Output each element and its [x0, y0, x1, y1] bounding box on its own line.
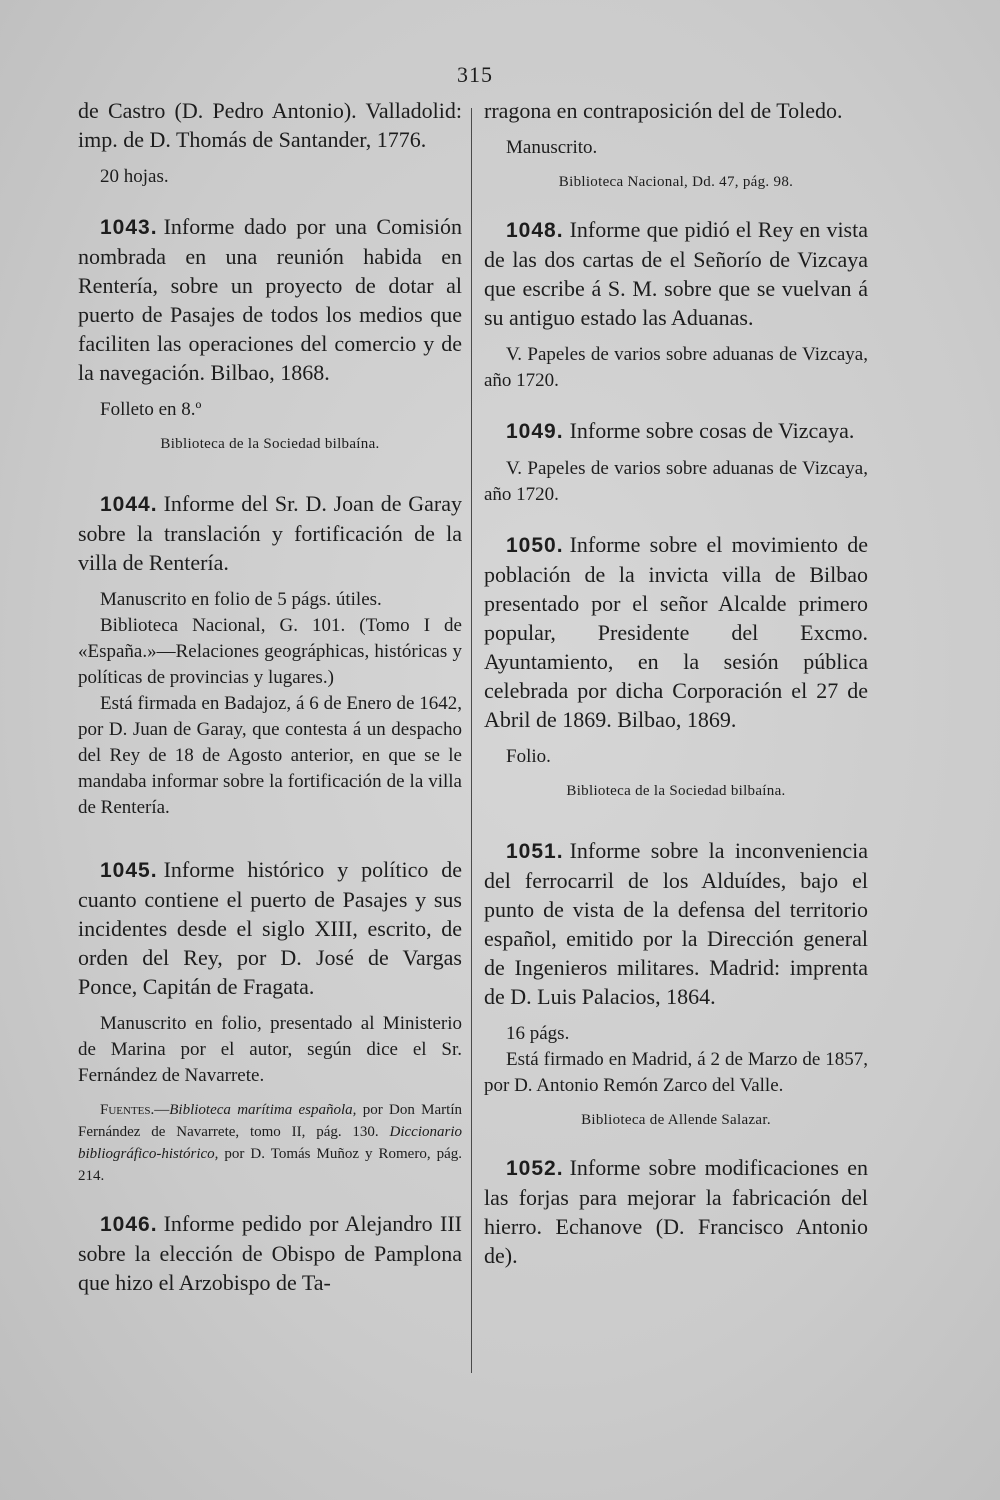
source-text-1: por Don Martín Fernández de Navarrete, tomo II, pág. 130. — [78, 1102, 462, 1140]
source-work-2: Diccionario bibliográfico-histórico, — [78, 1124, 463, 1162]
entry-1043 — [78, 212, 462, 455]
continued-entry-title: rragona en contraposición del de Toledo. — [484, 98, 843, 123]
entry-1046 — [78, 1209, 462, 1297]
entry-number: 1052. — [506, 1157, 564, 1180]
entry-note: Manuscrito en folio, presentado al Ministerio de Marina por el autor, según dice el Sr. Fernández de Navarrete. — [78, 1013, 462, 1086]
entry-title: Informe histórico y político de cuanto contiene el puerto de Pasajes y sus incidentes desde el siglo XIII, escrito, de orden del Rey, por D. José de Vargas Ponce, Capitán de Fragata. — [78, 857, 462, 999]
entry-number: 1050. — [506, 534, 564, 557]
entry-note: Folleto en 8.º — [100, 399, 202, 420]
entry-title: Informe sobre el movimiento de población de la invicta villa de Bilbao presentado por el señor Alcalde primero popular, Presidente del Excmo. Ayuntamiento, en la sesión pública celebrada por dicha Corporación el 27 de Abril de 1869. Bilbao, 1869. — [484, 532, 868, 732]
entry-number: 1048. — [506, 219, 564, 242]
entry-note-location: Biblioteca Nacional, G. 101. (Tomo I de «España.»—Relaciones geográphicas, históricas y políticas de provincias y lugares.) — [78, 615, 462, 688]
entry-title: Informe que pidió el Rey en vista de las dos cartas de el Señorío de Vizcaya que escribe á S. M. sobre que se vuelvan á su antiguo estado las Aduanas. — [484, 217, 868, 330]
continued-entry-note: Manuscrito. — [506, 137, 598, 158]
entry-number: 1043. — [100, 216, 158, 239]
left-column — [78, 96, 462, 1297]
entry-source: Biblioteca de la Sociedad bilbaína. — [160, 436, 380, 452]
entry-title: Informe pedido por Alejandro III sobre la elección de Obispo de Pamplona que hizo el Arzobispo de Ta- — [78, 1211, 462, 1295]
continued-entry-note: 20 hojas. — [100, 166, 169, 187]
entry-source: Biblioteca de la Sociedad bilbaína. — [566, 783, 786, 799]
entry-sources — [78, 1099, 462, 1187]
entry-title: Informe dado por una Comisión nombrada en una reunión habida en Rentería, sobre un proyecto de dotar al puerto de Pasajes de todos los medios que faciliten las operaciones del comercio y de la navegación. Bilbao, 1868. — [78, 214, 462, 385]
entry-number: 1046. — [100, 1213, 158, 1236]
entry-title: Informe sobre modificaciones en las forjas para mejorar la fabricación del hierro. Echanove (D. Francisco Antonio de). — [484, 1155, 868, 1268]
entry-number: 1044. — [100, 493, 158, 516]
entry-1048 — [484, 215, 868, 394]
entry-1045 — [78, 855, 462, 1187]
entry-note: Folio. — [506, 746, 551, 767]
entry-title: Informe del Sr. D. Joan de Garay sobre la translación y fortificación de la villa de Rentería. — [78, 491, 462, 575]
right-column — [484, 96, 868, 1270]
column-divider — [471, 108, 472, 1373]
entry-1051 — [484, 836, 868, 1131]
entry-1044 — [78, 489, 462, 821]
continued-entry-source: Biblioteca Nacional, Dd. 47, pág. 98. — [558, 174, 794, 190]
continued-entry-title: de Castro (D. Pedro Antonio). Valladolid: imp. de D. Thomás de Santander, 1776. — [78, 98, 462, 152]
source-work-1: Biblioteca marítima española, — [169, 1102, 357, 1118]
source-text-2: por D. Tomás Muñoz y Romero, pág. 214. — [78, 1146, 462, 1184]
entry-1050 — [484, 530, 868, 802]
entry-source: Biblioteca de Allende Salazar. — [581, 1112, 771, 1128]
entry-note: V. Papeles de varios sobre aduanas de Vizcaya, año 1720. — [484, 458, 868, 505]
entry-note-pages: 16 págs. — [506, 1023, 570, 1044]
page-number: 315 — [457, 62, 493, 87]
entry-note-description: Está firmada en Badajoz, á 6 de Enero de 1642, por D. Juan de Garay, que contesta á un despacho del Rey de 18 de Agosto anterior, en que se le mandaba informar sobre la fortificación de la villa de Rentería. — [78, 693, 462, 818]
sources-label: Fuentes. — [100, 1102, 155, 1118]
entry-note-description: Está firmado en Madrid, á 2 de Marzo de 1857, por D. Antonio Remón Zarco del Valle. — [484, 1049, 868, 1096]
sources-dash: — — [154, 1102, 170, 1118]
entry-note-format: Manuscrito en folio de 5 págs. útiles. — [100, 589, 382, 610]
entry-title: Informe sobre cosas de Vizcaya. — [569, 418, 855, 443]
entry-title: Informe sobre la inconveniencia del ferrocarril de los Alduídes, bajo el punto de vista de la defensa del territorio español, emitido por la Dirección general de Ingenieros militares. Madrid: imprenta de D. Luis Palacios, 1864. — [484, 838, 868, 1009]
entry-note: V. Papeles de varios sobre aduanas de Vizcaya, año 1720. — [484, 344, 868, 391]
entry-number: 1051. — [506, 840, 564, 863]
entry-1049 — [484, 416, 868, 508]
entry-number: 1045. — [100, 859, 158, 882]
entry-number: 1049. — [506, 420, 564, 443]
entry-1052 — [484, 1153, 868, 1270]
